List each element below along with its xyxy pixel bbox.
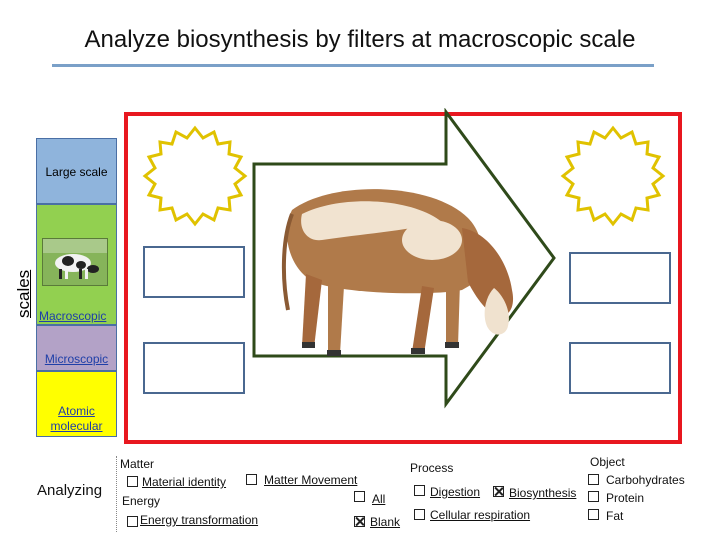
protein-checkbox[interactable] — [588, 491, 599, 502]
divider-dotted — [116, 456, 118, 532]
carbohydrates-checkbox[interactable] — [588, 474, 599, 485]
input-burst-icon — [140, 124, 250, 228]
biosynthesis-checkbox-checked[interactable] — [493, 486, 504, 497]
scales-label: scales — [14, 269, 33, 318]
biosynthesis-label[interactable]: Biosynthesis — [509, 486, 577, 500]
process-heading: Process — [410, 461, 454, 475]
material-identity-label[interactable]: Material identity — [142, 475, 227, 489]
cow-image — [262, 170, 534, 362]
protein-label[interactable]: Protein — [606, 491, 645, 505]
carbohydrates-label[interactable]: Carbohydrates — [606, 473, 685, 487]
input-box-top[interactable] — [143, 246, 245, 298]
cellular-respiration-label[interactable]: Cellular respiration — [430, 508, 531, 522]
energy-transformation-checkbox[interactable] — [127, 516, 138, 527]
fat-checkbox[interactable] — [588, 509, 599, 520]
matter-movement-label[interactable]: Matter Movement — [264, 473, 358, 487]
energy-transformation-label[interactable]: Energy transformation — [140, 513, 259, 527]
cellular-respiration-checkbox[interactable] — [414, 509, 425, 520]
cow-thumbnail-image — [42, 238, 108, 286]
output-box-bottom[interactable] — [569, 342, 671, 394]
matter-heading: Matter — [120, 457, 155, 471]
scale-large-label: Large scale — [45, 165, 108, 179]
blank-label[interactable]: Blank — [370, 515, 401, 529]
all-label[interactable]: All — [372, 492, 386, 506]
material-identity-checkbox[interactable] — [127, 476, 138, 487]
atomic-molecular-link[interactable]: Atomic molecular — [50, 404, 103, 433]
matter-movement-checkbox[interactable] — [246, 474, 257, 485]
blank-checkbox-checked[interactable] — [354, 516, 365, 527]
scale-atomic[interactable] — [36, 371, 117, 437]
title-underline — [52, 64, 654, 67]
fat-label[interactable]: Fat — [606, 509, 624, 523]
output-box-top[interactable] — [569, 252, 671, 304]
output-burst-icon — [558, 124, 668, 228]
scale-large[interactable] — [36, 138, 117, 204]
macroscopic-link[interactable]: Macroscopic — [39, 309, 107, 323]
scale-microscopic[interactable] — [36, 325, 117, 371]
object-heading: Object — [590, 455, 625, 469]
digestion-checkbox[interactable] — [414, 485, 425, 496]
analyzing-label: Analyzing — [37, 482, 103, 499]
energy-heading: Energy — [122, 494, 161, 508]
scale-macroscopic[interactable] — [36, 204, 117, 325]
microscopic-link[interactable]: Microscopic — [44, 352, 109, 366]
input-box-bottom[interactable] — [143, 342, 245, 394]
digestion-label[interactable]: Digestion — [430, 485, 481, 499]
all-checkbox[interactable] — [354, 491, 365, 502]
page-title: Analyze biosynthesis by filters at macroscopic scale — [84, 26, 636, 53]
